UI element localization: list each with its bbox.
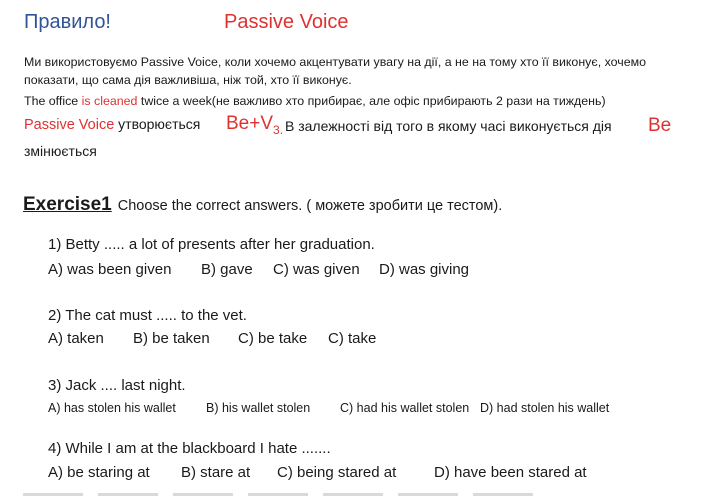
option-b[interactable]: B) stare at [181, 464, 251, 481]
formula-forms: утворюється [114, 116, 201, 132]
option-a[interactable]: A) was been given [48, 261, 172, 278]
formula-rest: В залежності від того в якому часі виконується дія [285, 118, 612, 134]
example-verb: is cleaned [81, 94, 138, 108]
rule-line-1: Ми використовуємо Passive Voice, коли хочемо акцентувати увагу на дії, а не на тому хто її виконує, хочемо [24, 55, 647, 69]
exercise-header [23, 194, 502, 216]
option-c[interactable]: C) be take [238, 330, 308, 347]
cut-off-line [23, 493, 543, 496]
option-a[interactable]: A) taken [48, 330, 104, 347]
option-c[interactable]: C) had his wallet stolen [340, 401, 470, 415]
rule-line-2: показати, що сама дія важливіша, ніж той, хто її виконує. [24, 73, 352, 87]
option-d[interactable]: D) was giving [379, 261, 470, 278]
option-c[interactable]: C) being stared at [277, 464, 397, 481]
option-c-2[interactable]: C) take [328, 330, 377, 347]
formula-be-2: Be [648, 115, 672, 136]
formula-sub: 3. [273, 122, 284, 137]
question-4: 4) While I am at the blackboard I hate ....... [48, 440, 331, 457]
formula-be: Be+V [226, 113, 274, 134]
formula-changes: змінюється [24, 143, 97, 159]
option-d[interactable]: D) had stolen his wallet [480, 401, 610, 415]
exercise-title: Exercise1 [23, 194, 112, 215]
option-b[interactable]: B) be taken [133, 330, 210, 347]
formula-line [24, 116, 200, 134]
option-d[interactable]: D) have been stared at [434, 464, 587, 481]
option-b[interactable]: B) gave [201, 261, 253, 278]
example-start: The office [24, 94, 82, 108]
topic-title: Passive Voice [224, 11, 349, 33]
question-3: 3) Jack .... last night. [48, 377, 186, 394]
question-2: 2) The cat must ..... to the vet. [48, 307, 247, 324]
option-b[interactable]: B) his wallet stolen [206, 401, 311, 415]
rule-label: Правило! [24, 11, 111, 33]
question-1: 1) Betty ..... a lot of presents after her graduation. [48, 236, 375, 253]
example-end: twice a week(не важливо хто прибирає, але офіс прибирають 2 рази на тиждень) [137, 94, 606, 108]
rule-example [24, 93, 606, 110]
option-c[interactable]: C) was given [273, 261, 360, 278]
option-a[interactable]: A) be staring at [48, 464, 150, 481]
option-a[interactable]: A) has stolen his wallet [48, 401, 176, 415]
exercise-subtitle: Choose the correct answers. ( можете зробити це тестом). [117, 198, 503, 214]
formula-be-v3 [226, 113, 283, 137]
formula-passive-voice: Passive Voice [24, 117, 115, 133]
